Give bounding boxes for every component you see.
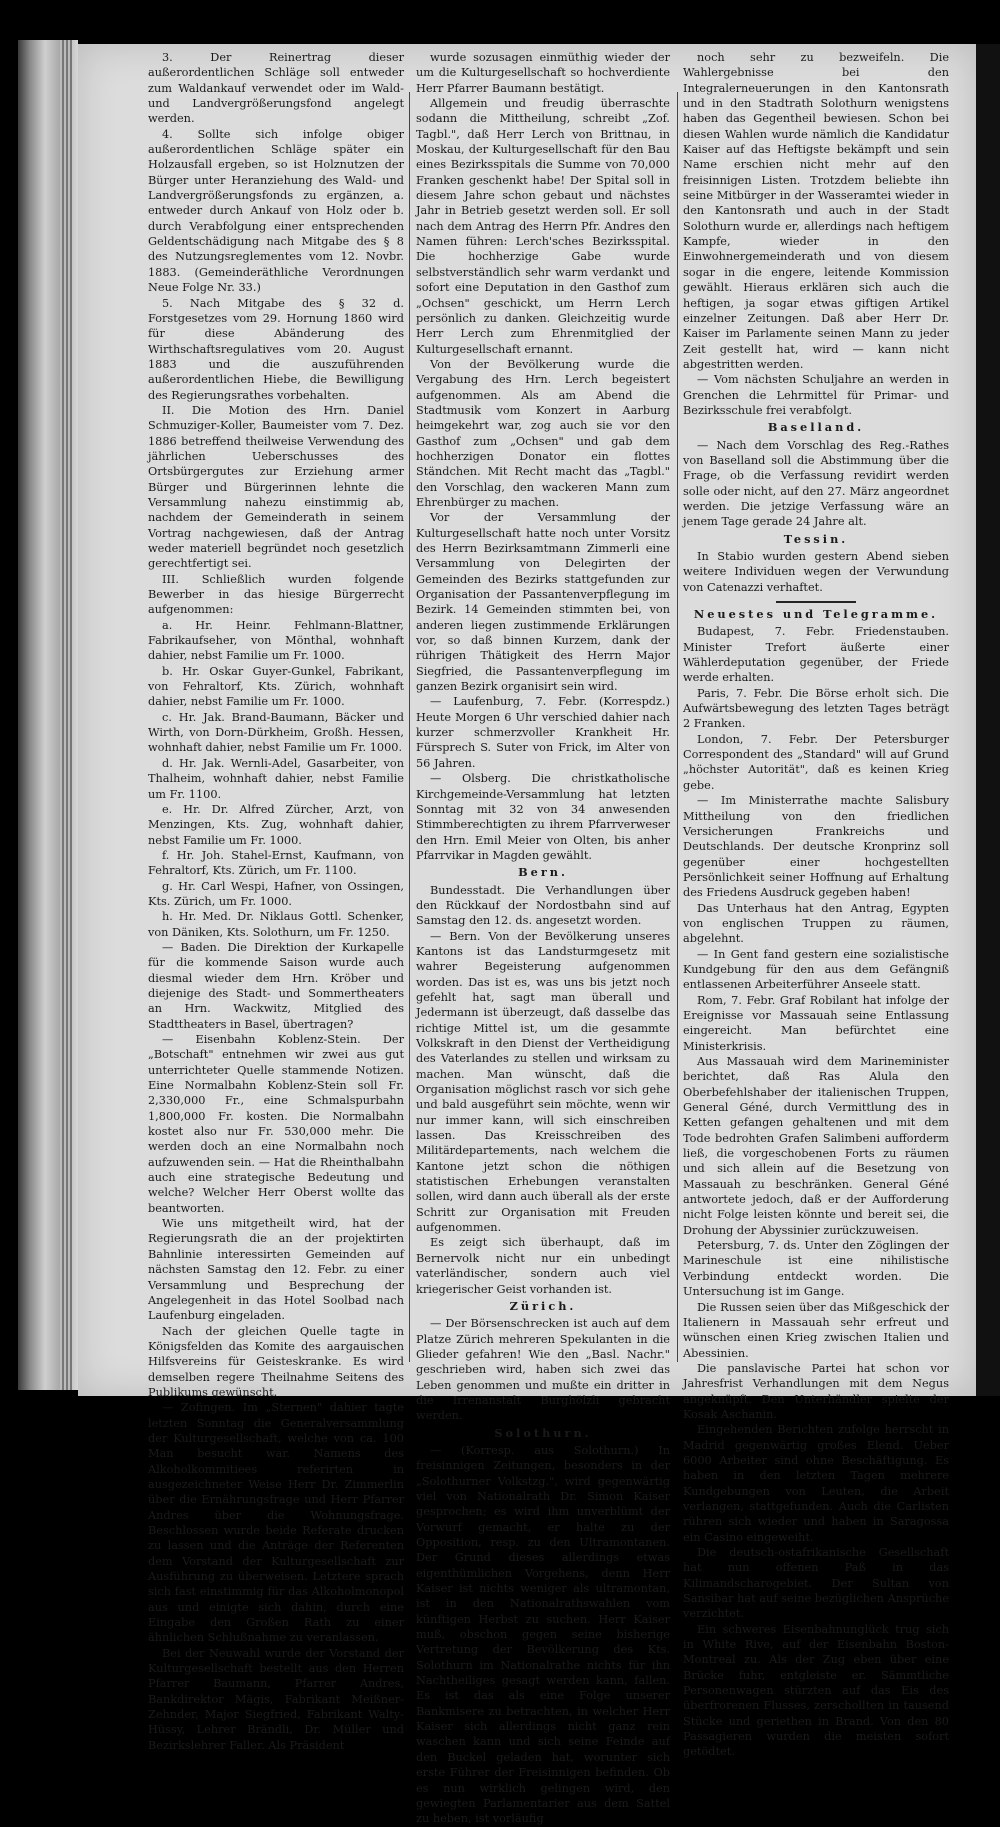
paragraph: Vor der Versammlung der Kulturgesellschaft hatte noch unter Vorsitz des Herrn Bezirksamtmann Zimmerli eine Versammlung von Delegirten der Gemeinden des Bezirks stattgefunden zur Organisation der Passantenverpflegung im Bezirk. 14 Gemeinden stimmten bei, von anderen liegen zustimmende Erklärungen vor, so daß binnen Kurzem, dank der rührigen Thätigkeit des Herrn Major Siegfried, die Passantenverpflegung im ganzen Bezirk organisirt sein wird. xyxy=(416,511,670,694)
paragraph: Rom, 7. Febr. Graf Robilant hat infolge der Ereignisse vor Massauah seine Entlassung eingereicht. Man befürchtet eine Ministerkrisis. xyxy=(683,993,949,1053)
paragraph: — Im Ministerrathe machte Salisbury Mittheilung von den friedlichen Versicherungen Frankreichs und Deutschlands. Der deutsche Kronprinz soll gegenüber einer hochgestellten Persönlichkeit seiner Hoffnung auf Erhaltung des Friedens Ausdruck gegeben haben! xyxy=(683,794,949,900)
paragraph: wurde sozusagen einmüthig wieder der um die Kulturgesellschaft so hochverdiente Herr Pfarrer Baumann bestätigt. xyxy=(416,51,670,95)
paragraph: Paris, 7. Febr. Die Börse erholt sich. Die Aufwärtsbewegung des letzten Tages beträgt 2 Franken. xyxy=(683,686,949,731)
section-heading: Bern. xyxy=(518,865,568,880)
paragraph: — Vom nächsten Schuljahre an werden in Grenchen die Lehrmittel für Primar- und Bezirksschule frei verabfolgt. xyxy=(683,373,949,417)
column-2 xyxy=(416,50,670,1826)
section-separator xyxy=(776,601,856,603)
page-stack-edge xyxy=(60,40,72,1390)
paragraph: Die deutsch-ostafrikanische Gesellschaft hat nun offenen Paß in das Kilimandscharogebiet. Der Sultan von Sansibar hat auf seine bezüglichen Ansprüche verzichtet. xyxy=(683,1546,949,1621)
paragraph: g. Hr. Carl Wespi, Hafner, von Ossingen, Kts. Zürich, um Fr. 1000. xyxy=(148,879,404,908)
dark-margin xyxy=(976,44,1000,1396)
paragraph: In Stabio wurden gestern Abend sieben weitere Individuen wegen der Verwundung von Catenazzi verhaftet. xyxy=(683,550,949,594)
paragraph: 5. Nach Mitgabe des § 32 d. Forstgesetzes vom 29. Hornung 1860 wird für diese Abänderung des Wirthschaftsregulatives vom 20. August 1883 und die auszuführenden außerordentlichen Hiebe, die Bewilligung des Regierungsrathes vorbehalten. xyxy=(148,296,404,402)
paragraph: — Eisenbahn Koblenz-Stein. Der „Botschaft" entnehmen wir zwei aus gut unterrichteter Quelle stammende Notizen. Eine Normalbahn Koblenz-Stein soll Fr. 2,330,000 Fr., eine Schmalspurbahn 1,800,000 Fr. kosten. Die Normalbahn kostet also nur Fr. 530,000 mehr. Die werden doch an eine Normalbahn noch aufzuwenden sein. — Hat die Rheinthalbahn auch eine strategische Bedeutung und welche? Welcher Herr Oberst wollte das beantworten. xyxy=(148,1033,404,1215)
paragraph: — Olsberg. Die christkatholische Kirchgemeinde-Versammlung hat letzten Sonntag mit 32 von 34 anwesenden Stimmberechtigten zu ihrem Pfarrverweser den Hrn. Emil Meier von Olten, bis anher Pfarrvikar in Magden gewählt. xyxy=(416,772,670,862)
paragraph: Das Unterhaus hat den Antrag, Egypten von englischen Truppen zu räumen, abgelehnt. xyxy=(683,901,949,946)
paragraph: Aus Massauah wird dem Marineminister berichtet, daß Ras Alula den Oberbefehlshaber der italienischen Truppen, General Géné, durch Vermittlung des in Ketten gefangen gehaltenen und mit dem Tode bedrohten Grafen Salimbeni aufforderm ließ, die vorgeschobenen Forts zu räumen und sich allein auf die Besetzung von Massauah zu beschränken. General Géné antwortete jedoch, daß er der Aufforderung nicht Folge leisten könnte und bereit sei, die Drohung der Abyssinier zurückzuweisen. xyxy=(683,1055,949,1237)
paragraph: a. Hr. Heinr. Fehlmann-Blattner, Fabrikaufseher, von Mönthal, wohnhaft dahier, nebst Familie um Fr. 1000. xyxy=(148,618,404,663)
section-heading: Zürich. xyxy=(509,1298,577,1313)
paragraph: Eingehenden Berichten zufolge herrscht in Madrid gegenwärtig großes Elend. Ueber 6000 Arbeiter sind ohne Beschäftigung. Es haben in den letzten Tagen mehrere Kundgebungen von Leuten, die Arbeit verlangen, stattgefunden. Auch die Carlisten rühren sich wieder und haben in Saragossa ein Casino eingeweiht. xyxy=(683,1423,949,1544)
paragraph: Wie uns mitgetheilt wird, hat der Regierungsrath die an der projektirten Bahnlinie interessirten Gemeinden auf nächsten Samstag den 12. Febr. zu einer Versammlung und Besprechung der Angelegenheit in das Hotel Soolbad nach Laufenburg eingeladen. xyxy=(148,1217,404,1323)
paragraph: e. Hr. Dr. Alfred Zürcher, Arzt, von Menzingen, Kts. Zug, wohnhaft dahier, nebst Familie um Fr. 1000. xyxy=(148,802,404,847)
paragraph: Petersburg, 7. ds. Unter den Zöglingen der Marineschule ist eine nihilistische Verbindung entdeckt worden. Die Untersuchung ist im Gange. xyxy=(683,1239,949,1299)
paragraph: — (Korresp. aus Solothurn.) In freisinnigen Zeitungen, besonders in der „Solothurner Volkstzg.", wird gegenwärtig viel von Nationalrath Dr. Simon Kaiser gesprochen; es wird ihm unverblümt der Vorwurf gemacht, er halte zu der Opposition, resp. zu den Ultramontanen. Der Grund dieses allerdings etwas eigenthümlichen Vorgehens, denn Herr Kaiser ist nichts weniger als ultramontan, ist in den Nationalrathswahlen vom künftigen Herbst zu suchen. Herr Kaiser muß, obschon gegen seine bisherige Vertretung der Bevölkerung des Kts. Solothurn im Nationalrathe nichts für ihn Nachtheiliges gesagt werden kann, fallen. Es ist das als eine Folge unserer Bankmisere zu betrachten, in welcher Herr Kaiser sich allerdings nicht ganz rein waschen kann und sich seine Feinde auf den Buckel geladen hat, worunter sich erste Führer der Freisinnigen befinden. Ob es nun wirklich gelingen wird, den gewiegten Parlamentarier aus dem Sattel zu heben, ist vorläufig xyxy=(416,1443,670,1826)
section-heading: Solothurn. xyxy=(494,1425,592,1440)
paragraph: Allgemein und freudig überraschte sodann die Mittheilung, schreibt „Zof. Tagbl.", daß Herr Lerch von Brittnau, in Moskau, der Kulturgesellschaft für den Bau eines Bezirksspitals die Summe von 70,000 Franken geschenkt habe! Der Spital soll in diesem Jahre schon gebaut und nächstes Jahr in Betrieb gesetzt werden soll. Er soll nach dem Antrag des Herrn Pfr. Andres den Namen führen: Lerch'sches Bezirksspital. Die hochherzige Gabe wurde selbstverständlich sehr warm verdankt und sofort eine Deputation in den Gasthof zum „Ochsen" geschickt, um Herrn Lerch persönlich zu danken. Gleichzeitig wurde Herr Lerch zum Ehrenmitglied der Kulturgesellschaft ernannt. xyxy=(416,97,670,356)
paragraph: b. Hr. Oskar Guyer-Gunkel, Fabrikant, von Fehraltorf, Kts. Zürich, wohnhaft dahier, nebst Familie um Fr. 1000. xyxy=(148,664,404,709)
column-1 xyxy=(148,50,404,1752)
paragraph: f. Hr. Joh. Stahel-Ernst, Kaufmann, von Fehraltorf, Kts. Zürich, um Fr. 1100. xyxy=(148,848,404,878)
paragraph: London, 7. Febr. Der Petersburger Correspondent des „Standard" will auf Grund „höchster Autorität", daß es keinen Krieg gebe. xyxy=(683,732,949,792)
column-3 xyxy=(683,50,949,1759)
section-heading: Tessin. xyxy=(783,531,849,546)
section-heading: Neuestes und Telegramme. xyxy=(693,607,939,622)
paragraph: Nach der gleichen Quelle tagte in Königsfelden das Komite des aargauischen Hilfsvereins für Geisteskranke. Es wird demselben regere Theilnahme Seitens des Publikums gewünscht. xyxy=(148,1324,404,1399)
paragraph: III. Schließlich wurden folgende Bewerber in das hiesige Bürgerrecht aufgenommen: xyxy=(148,572,404,617)
paragraph: — Baden. Die Direktion der Kurkapelle für die kommende Saison wurde auch diesmal wieder dem Hrn. Kröber und diejenige des Stadt- und Sommertheaters an Hrn. Wackwitz, Mitglied des Stadttheaters in Basel, übertragen? xyxy=(148,940,404,1031)
column-rule xyxy=(409,92,410,1362)
paragraph: — Nach dem Vorschlag des Reg.-Rathes von Baselland soll die Abstimmung über die Frage, ob die Verfassung revidirt werden solle oder nicht, auf den 27. März angeordnet werden. Die jetzige Verfassung wäre an jenem Tage gerade 24 Jahre alt. xyxy=(683,438,949,529)
paragraph: noch sehr zu bezweifeln. Die Wahlergebnisse bei den Integralerneuerungen in den Kantonsrath und in den Stadtrath Solothurn wenigstens haben das Gegentheil bewiesen. Schon bei diesen Wahlen wurde nämlich die Kandidatur Kaiser auf das Heftigste bekämpft und sein Name erschien nicht mehr auf den freisinnigen Listen. Trotzdem beliebte ihn seine Mitbürger in der Wasseramtei wieder in den Kantonsrath und auch in der Stadt Solothurn wurde er, allerdings nach heftigem Kampfe, wieder in den Einwohnergemeinderath und von diesem sogar in die engere, leitende Kommission gewählt. Hieraus erklären sich auch die heftigen, ja sogar etwas giftigen Artikel einzelner Zeitungen. Daß aber Herr Dr. Kaiser im Parlamente seinen Mann zu jeder Zeit gestellt hat, wird — kann nicht abgestritten werden. xyxy=(683,51,949,371)
paragraph: Bundesstadt. Die Verhandlungen über den Rückkauf der Nordostbahn sind auf Samstag den 12. ds. angesetzt worden. xyxy=(416,883,670,928)
paragraph: Die panslavische Partei hat schon vor Jahresfrist Verhandlungen mit dem Negus angeknüpft. Den Unterhändler spielte der Kosak Aschanin. xyxy=(683,1361,949,1421)
paragraph: Es zeigt sich überhaupt, daß im Bernervolk nicht nur ein unbedingt vaterländischer, sondern auch viel kriegerischer Geist vorhanden ist. xyxy=(416,1236,670,1296)
paragraph: II. Die Motion des Hrn. Daniel Schmuziger-Koller, Baumeister vom 7. Dez. 1886 betreffend theilweise Verwendung des jährlichen Ueberschusses des Ortsbürgergutes zur Erziehung armer Bürger und Bürgerinnen lehnte die Versammlung nahezu einstimmig ab, nachdem der Gemeinderath in seinem Vortrag nachgewiesen, daß der Antrag weder materiell begründet noch gesetzlich gerechtfertigt sei. xyxy=(148,403,404,571)
paragraph: Ein schweres Eisenbahnunglück trug sich in White Rive, auf der Eisenbahn Boston-Montreal zu. Als der Zug eben über eine Brücke fuhr, entgleiste er. Sämmtliche Personenwagen stürzten auf das Eis des überfrorenen Flusses, zerschollten in tausend Stücke und geriethen in Brand. Von den 80 Passagieren wurden die meisten sofort getödtet. xyxy=(683,1622,949,1759)
paragraph: Die Russen seien über das Mißgeschick der Italienern in Massauah sehr erfreut und wünschen einen Krieg zwischen Italien und Abessinien. xyxy=(683,1300,949,1360)
column-rule xyxy=(677,92,678,1362)
paragraph: Budapest, 7. Febr. Friedenstauben. Minister Trefort äußerte einer Wählerdeputation gegenüber, der Friede werde erhalten. xyxy=(683,625,949,685)
paragraph: — Zofingen. Im „Sternen" dahier tagte letzten Sonntag die Generalversammlung der Kulturgesellschaft, welche von ca. 100 Man besucht war. Namens des Alkoholkommitiees referirten in ausgezeichneter Weise Herr Dr. Zimmerlin über die Ernährungsfrage und Herr Pfarrer Andres über die Wohnungsfrage. Beschlossen wurde beide Referate drucken zu lassen und die Anträge der Referenten dem Vorstand der Kulturgesellschaft zur Ausführung zu überweisen. Letztere sprach sich fast einstimmig für das Alkoholmonopol aus und einigte sich dahin, durch eine Eingabe den Großen Rath zu einer ähnlichen Schlußnahme zu veranlassen. xyxy=(148,1401,404,1645)
paragraph: — Bern. Von der Bevölkerung unseres Kantons ist das Landsturmgesetz mit wahrer Begeisterung aufgenommen worden. Das ist es, was uns bis jetzt noch gefehlt hat, sagt man überall und Jedermann ist überzeugt, daß dasselbe das richtige Mittel ist, um die gesammte Volkskraft in den Dienst der Vertheidigung des Vaterlandes zu stellen und wirksam zu machen. Man wünscht, daß die Organisation möglichst rasch vor sich gehe und bald ausgeführt sein möchte, wenn wir nur immer kann, will sich einschreiben lassen. Das Kreisschreiben des Militärdepartements, nach welchem die Kantone jetzt schon die nöthigen statistischen Erhebungen veranstalten sollen, wird dann auch überall als der erste Schritt zur Organisation mit Freuden aufgenommen. xyxy=(416,929,670,1235)
paragraph: Bei der Neuwahl wurde der Vorstand der Kulturgesellschaft bestellt aus den Herren Pfarrer Baumann, Pfarrer Andres, Bankdirektor Mägis, Fabrikant Meißner-Zehnder, Major Siegfried, Fabrikant Walty-Hüssy, Lehrer Brändli, Dr. Müller und Bezirkslehrer Faller. Als Präsident xyxy=(148,1646,404,1752)
paragraph: — Der Börsenschrecken ist auch auf dem Platze Zürich mehreren Spekulanten in die Glieder gefahren! Wie den „Basl. Nachr." geschrieben wird, haben sich zwei das Leben genommen und mußte ein dritter in die Irrenanstalt Burghölzli gebracht werden. xyxy=(416,1317,670,1423)
paragraph: 4. Sollte sich infolge obiger außerordentlichen Schläge später ein Holzausfall ergeben, so ist Holznutzen der Bürger unter Heranziehung des Wald- und Landvergrößerungsfonds zu ergänzen, a. entweder durch Ankauf von Holz oder b. durch Verabfolgung einer entsprechenden Geldentschädigung nach Mitgabe des § 8 des Nutzungsreglementes vom 12. Novbr. 1883. (Gemeinderäthliche Verordnungen Neue Folge Nr. 33.) xyxy=(148,127,404,295)
paragraph: — Laufenburg, 7. Febr. (Korrespdz.) Heute Morgen 6 Uhr verschied dahier nach kurzer schmerzvoller Krankheit Hr. Fürsprech S. Suter von Frick, im Alter von 56 Jahren. xyxy=(416,695,670,770)
section-heading: Baselland. xyxy=(767,420,865,435)
paragraph: h. Hr. Med. Dr. Niklaus Gottl. Schenker, von Däniken, Kts. Solothurn, um Fr. 1250. xyxy=(148,910,404,939)
paragraph: 3. Der Reinertrag dieser außerordentlichen Schläge soll entweder zum Waldankauf verwendet oder im Wald- und Landvergrößerungsfond angelegt werden. xyxy=(148,51,404,126)
paragraph: — In Gent fand gestern eine sozialistische Kundgebung für den aus dem Gefängniß entlassenen Arbeiterführer Anseele statt. xyxy=(683,947,949,992)
paragraph: d. Hr. Jak. Wernli-Adel, Gasarbeiter, von Thalheim, wohnhaft dahier, nebst Familie um Fr. 1100. xyxy=(148,756,404,801)
paragraph: Von der Bevölkerung wurde die Vergabung des Hrn. Lerch begeistert aufgenommen. Als am Abend die Stadtmusik vom Konzert in Aarburg heimgekehrt war, zog auch sie vor den Gasthof zum „Ochsen" und gab dem hochherzigen Donator ein flottes Ständchen. Mit Recht macht das „Tagbl." den Vorschlag, den wackeren Mann zum Ehrenbürger zu machen. xyxy=(416,357,670,509)
paragraph: c. Hr. Jak. Brand-Baumann, Bäcker und Wirth, von Dorn-Dürkheim, Großh. Hessen, wohnhaft dahier, nebst Familie um Fr. 1000. xyxy=(148,710,404,755)
